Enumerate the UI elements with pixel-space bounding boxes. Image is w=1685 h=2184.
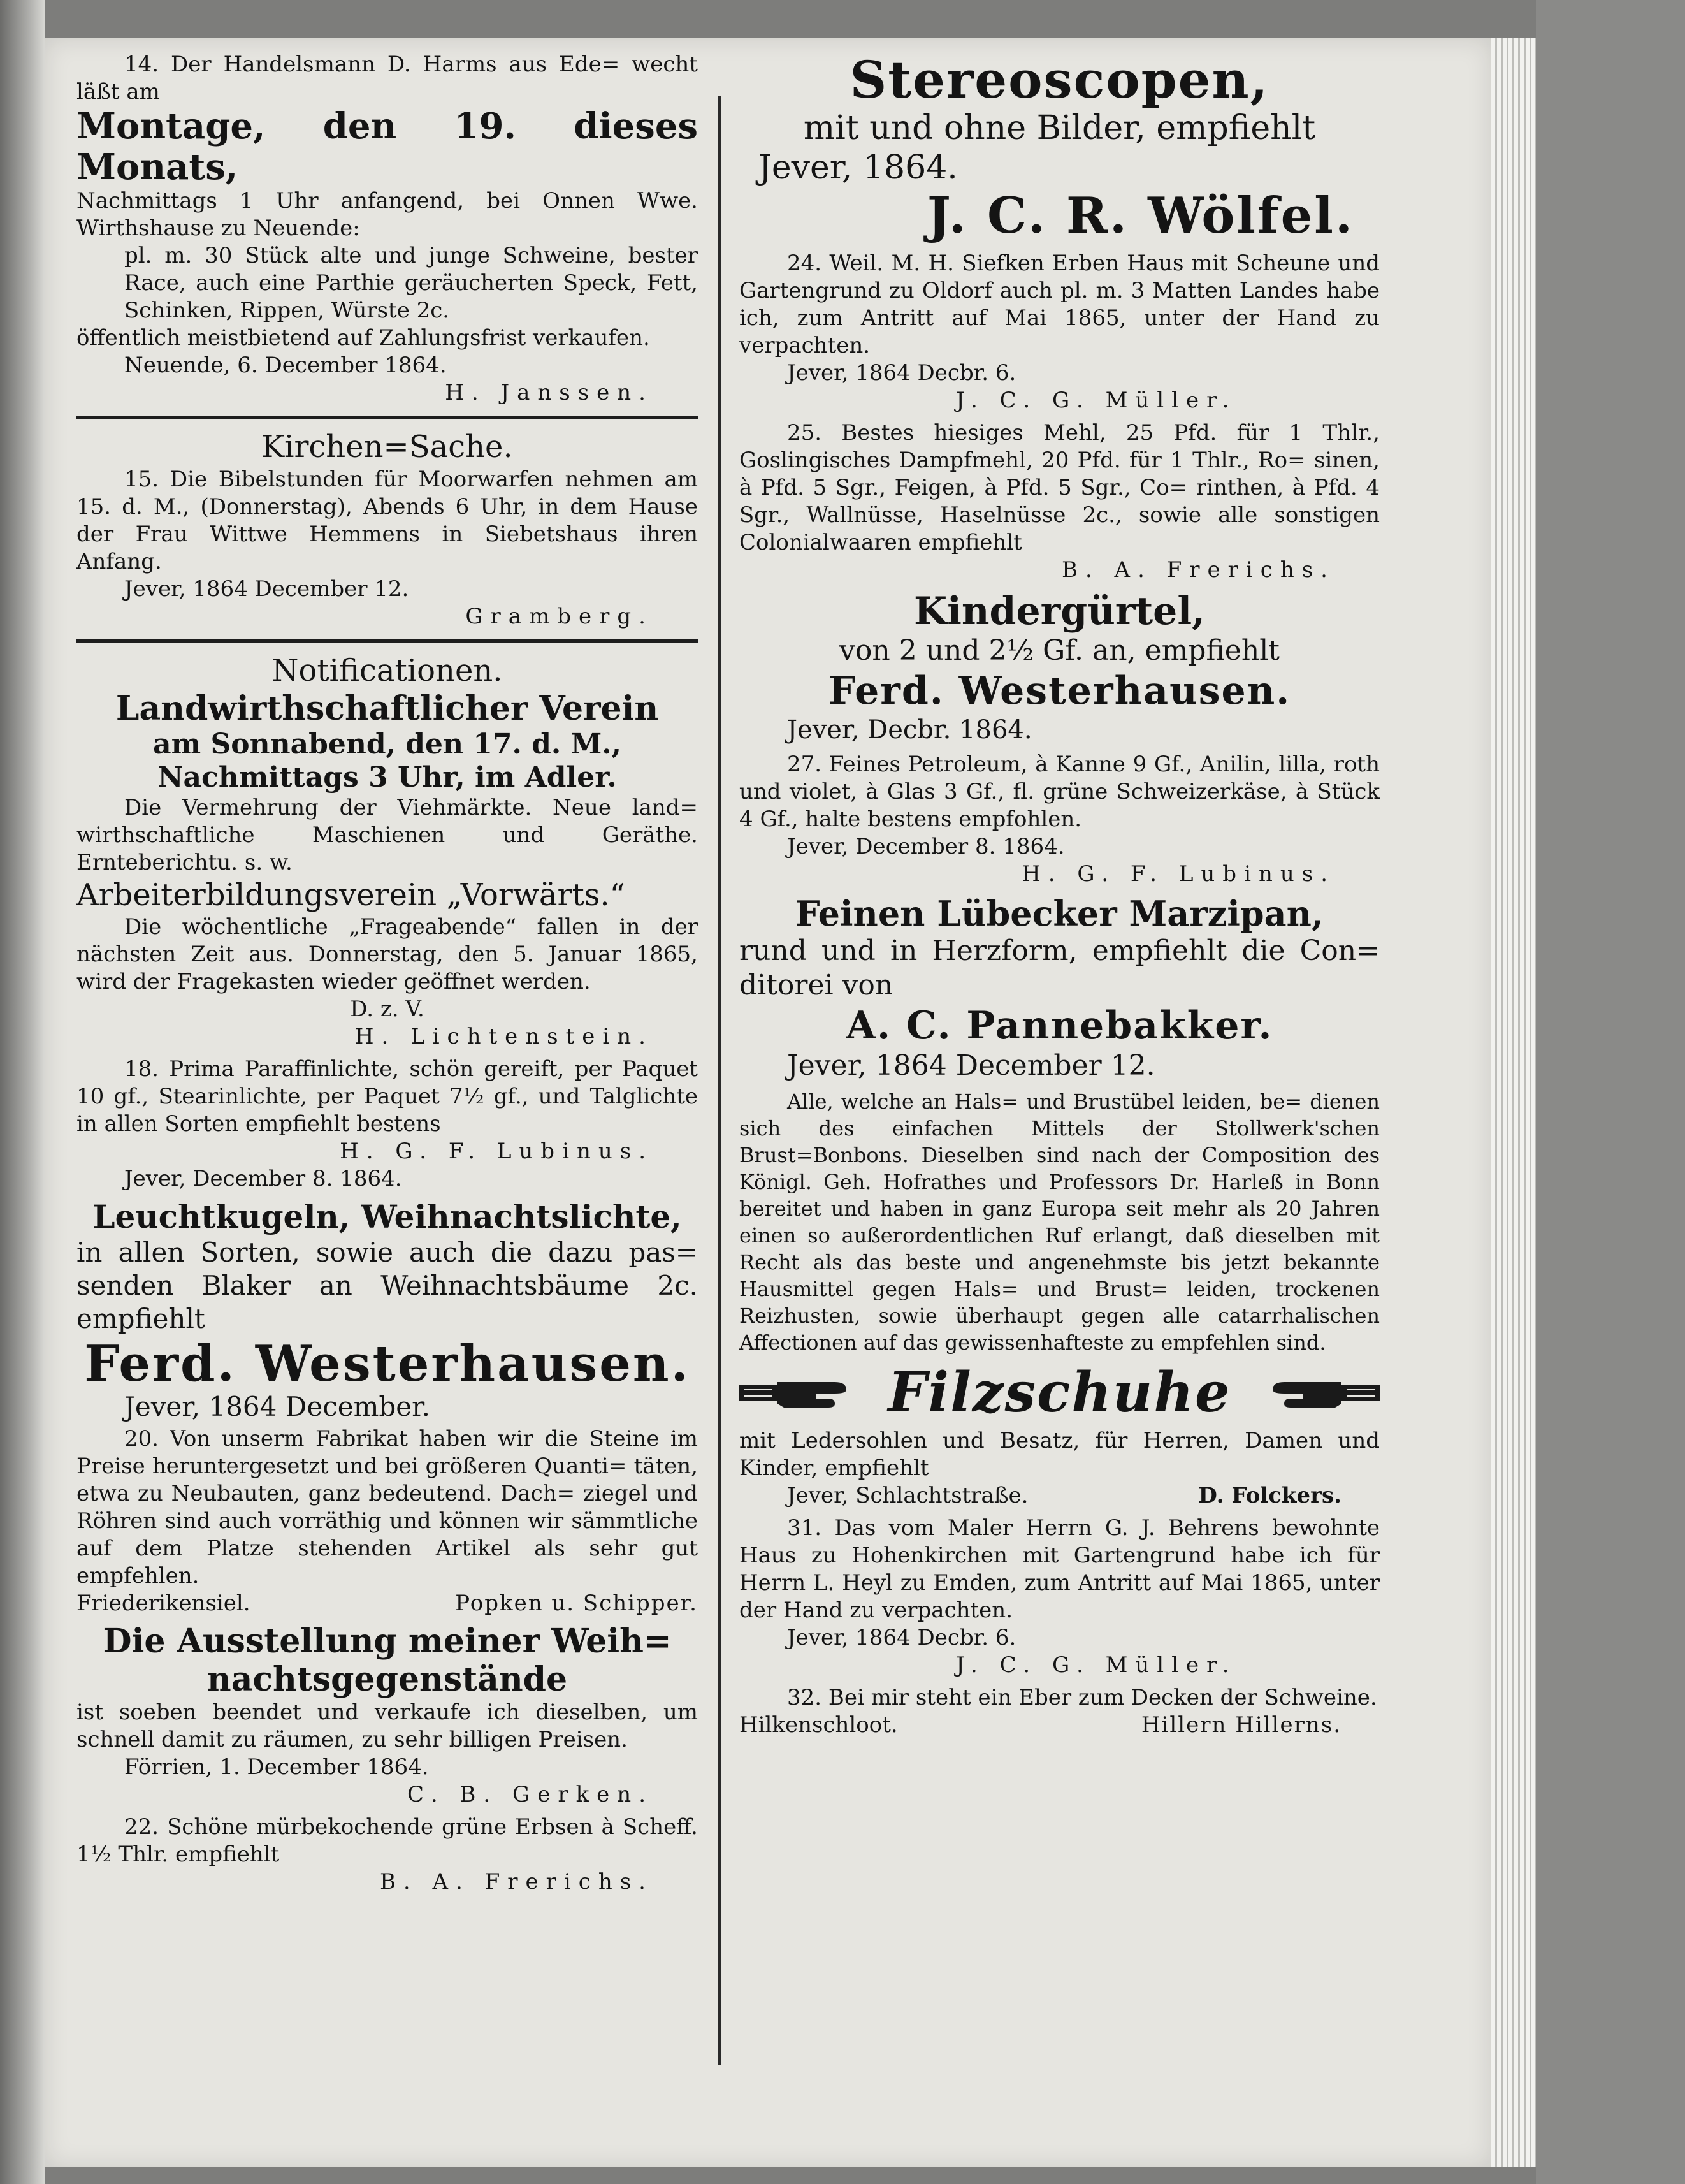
filz-body: mit Ledersohlen und Besatz, für Herren, Damen und Kinder, empfiehlt — [739, 1428, 1380, 1481]
notifications-heading: Notificationen. — [271, 653, 503, 688]
marzipan-ad — [739, 893, 1380, 1083]
leuchtkugeln-ad — [76, 1198, 698, 1420]
marzipan-title: Feinen Lübecker Marzipan, — [795, 893, 1324, 934]
ad-20-place: Friederikensiel. — [76, 1591, 250, 1616]
marzipan-firm: A. C. Pannebakker. — [846, 1003, 1273, 1048]
ad-31-body: 31. Das vom Maler Herrn G. J. Behrens bewohnte Haus zu Hohenkirchen mit Gartengrund habe ich für Herrn L. Heyl zu Emden, zum Antritt auf Mai 1865, unter der Hand zu verpachten. — [739, 1515, 1380, 1623]
ad-32-place: Hilkenschloot. — [739, 1712, 898, 1738]
arbeiter-sig2: H. Lichtenstein. — [354, 1024, 653, 1049]
stereo-date: Jever, 1864. — [758, 149, 958, 187]
ad-31 — [739, 1515, 1380, 1679]
ad-32-footer — [739, 1712, 1380, 1739]
left-column — [76, 51, 698, 1901]
ad-24-signature: J. C. G. Müller. — [956, 388, 1237, 413]
verein-time: Nachmittags 3 Uhr, im Adler. — [157, 761, 617, 794]
page-stack-edge — [1491, 38, 1536, 2167]
ad-20-signature: Popken u. Schipper. — [455, 1591, 698, 1616]
ausstellung-title-1: Die Ausstellung meiner Weih= — [103, 1622, 672, 1661]
ad-24-body: 24. Weil. M. H. Siefken Erben Haus mit Scheune und Gartengrund zu Oldorf auch pl. m. 3 Matten Landes habe ich, zum Antritt auf Mai 1865, unter der Hand zu verpachten. — [739, 251, 1380, 358]
stereo-firm: J. C. R. Wölfel. — [927, 187, 1354, 245]
ad-14 — [76, 51, 698, 407]
ad-27-signature: H. G. F. Lubinus. — [1022, 861, 1335, 887]
ad-20-body: 20. Von unserm Fabrikat haben wir die Steine im Preise heruntergesetzt und bei größeren Quanti= täten, etwa zu Neubauten, ganz bedeutend. Dach= ziegel und Röhren sind auch vorräthig und können wir sämmtliche auf dem Platze stehenden Artikel als sehr gut empfehlen. — [76, 1426, 698, 1589]
verein-body: Die Vermehrung der Viehmärkte. Neue land= wirthschaftliche Maschienen und Geräthe. Ernteberichtu. s. w. — [76, 795, 698, 875]
ad-24-date: Jever, 1864 Decbr. 6. — [787, 360, 1016, 386]
arbeiter-sig1: D. z. V. — [350, 996, 424, 1022]
filzschuhe-ad — [739, 1362, 1380, 1510]
stollwerk-ad — [739, 1088, 1380, 1356]
kirchen-heading: Kirchen=Sache. — [261, 429, 513, 465]
stereoscopen-ad — [739, 51, 1380, 245]
ad-14-signature: H. Janssen. — [445, 380, 653, 405]
kirchen-signature: Gramberg. — [465, 604, 653, 629]
ausstellung-date: Förrien, 1. December 1864. — [124, 1754, 429, 1780]
verein-title: Landwirthschaftlicher Verein — [115, 689, 659, 728]
marzipan-date: Jever, 1864 December 12. — [787, 1049, 1155, 1082]
ad-22-signature: B. A. Frerichs. — [379, 1869, 653, 1895]
ad-24 — [739, 250, 1380, 414]
ausstellung-ad — [76, 1622, 698, 1809]
pointing-hand-right-icon — [739, 1371, 854, 1415]
kinder-firm: Ferd. Westerhausen. — [828, 669, 1291, 713]
ausstellung-title-2: nachtsgegenstände — [206, 1660, 568, 1699]
scan-left-edge — [0, 0, 45, 2184]
filz-footer — [739, 1482, 1380, 1510]
ad-14-intro: 14. Der Handelsmann D. Harms aus Ede= wecht läßt am — [76, 52, 698, 105]
ad-25-body: 25. Bestes hiesiges Mehl, 25 Pfd. für 1 Thlr., Goslingisches Dampfmehl, 20 Pfd. für 1 Thlr., Ro= sinen, à Pfd. 5 Sgr., Feigen, à Pfd. 5 Sgr., Co= rinthen, à Pfd. 4 Sgr., Wallnüsse, Haselnüsse 2c., sowie alle sonstigen Colonialwaaren empfiehlt — [739, 420, 1380, 555]
ad-18-date: Jever, December 8. 1864. — [124, 1166, 402, 1191]
stereo-subtitle: mit und ohne Bilder, empfiehlt — [803, 109, 1316, 147]
verein-date: am Sonnabend, den 17. d. M., — [153, 728, 621, 761]
filz-header — [739, 1362, 1380, 1423]
ad-18-body: 18. Prima Paraffinlichte, schön gereift, per Paquet 10 gf., Stearinlichte, per Paquet 7½ gf., und Talglichte in allen Sorten empfiehlt bestens — [76, 1056, 698, 1137]
ad-27-body: 27. Feines Petroleum, à Kanne 9 Gf., Anilin, lilla, roth und violet, à Glas 3 Gf., fl. grüne Schweizerkäse, à Stück 4 Gf., halte bestens empfohlen. — [739, 752, 1380, 832]
kinder-date: Jever, Decbr. 1864. — [787, 715, 1032, 745]
stereo-title: Stereoscopen, — [850, 50, 1269, 110]
leuchtkugeln-firm: Ferd. Westerhausen. — [84, 1335, 690, 1393]
pointing-hand-left-icon — [1265, 1371, 1380, 1415]
ad-22-body: 22. Schöne mürbekochende grüne Erbsen à Scheff. 1½ Thlr. empfiehlt — [76, 1814, 698, 1867]
ad-32 — [739, 1684, 1380, 1739]
kinder-subtitle: von 2 und 2½ Gf. an, empfiehlt — [839, 634, 1280, 667]
kirchen-date: Jever, 1864 December 12. — [124, 576, 409, 602]
ad-25 — [739, 419, 1380, 584]
ad-14-closing: öffentlich meistbietend auf Zahlungsfrist verkaufen. — [76, 325, 650, 351]
filz-title: Filzschuhe — [888, 1360, 1231, 1425]
ad-32-signature: Hillern Hillerns. — [1141, 1712, 1341, 1738]
ausstellung-body: ist soeben beendet und verkaufe ich dieselben, um schnell damit zu räumen, zu sehr billigen Preisen. — [76, 1700, 698, 1752]
column-divider — [718, 96, 721, 2065]
ad-14-headline: Montage, den 19. dieses Monats, — [76, 105, 698, 188]
stollwerk-body: Alle, welche an Hals= und Brustübel leiden, be= dienen sich des einfachen Mittels der Stollwerk'schen Brust=Bonbons. Dieselben sind nach der Composition des Königl. Geh. Hofrathes und Professors Dr. Harleß in Bonn bereitet und haben in ganz Europa seit mehr als 20 Jahren einen so außerordentlichen Ruf erlangt, daß dieselben mit Recht als das beste und angenehmste bis jetzt bekannte Hausmittel gegen Hals= und Brust= leiden, trockenen Reizhusten, sowie überhaupt gegen alle catarrhalischen Affectionen auf das gewissenhafteste zu empfehlen sind. — [739, 1089, 1380, 1355]
leuchtkugeln-date: Jever, 1864 December. — [124, 1391, 430, 1422]
kindergurtel-ad — [739, 589, 1380, 746]
marzipan-body: rund und in Herzform, empfiehlt die Con= ditorei von — [739, 935, 1380, 1001]
leuchtkugeln-title: Leuchtkugeln, Weihnachtslichte, — [92, 1198, 682, 1235]
filz-signature: D. Folckers. — [1198, 1483, 1341, 1508]
kirchen-sache — [76, 428, 698, 630]
ad-32-body: 32. Bei mir steht ein Eber zum Decken der Schweine. — [787, 1685, 1377, 1710]
kinder-title: Kindergürtel, — [913, 589, 1206, 634]
kirchen-body: 15. Die Bibelstunden für Moorwarfen nehmen am 15. d. M., (Donnerstag), Abends 6 Uhr, in dem Hause der Frau Wittwe Hemmens in Siebetshaus ihren Anfang. — [76, 467, 698, 574]
ad-25-signature: B. A. Frerichs. — [1061, 557, 1335, 583]
ad-20 — [76, 1425, 698, 1617]
section-rule — [76, 416, 698, 419]
ad-18 — [76, 1056, 698, 1193]
ad-27 — [739, 751, 1380, 888]
ad-20-footer — [76, 1590, 698, 1617]
right-column — [739, 51, 1380, 1744]
leuchtkugeln-body: in allen Sorten, sowie auch die dazu pas= senden Blaker an Weihnachtsbäume 2c. empfiehlt — [76, 1237, 698, 1334]
ad-31-signature: J. C. G. Müller. — [956, 1652, 1237, 1678]
section-rule — [76, 639, 698, 643]
ausstellung-signature: C. B. Gerken. — [407, 1782, 653, 1807]
ad-27-date: Jever, December 8. 1864. — [787, 834, 1065, 859]
arbeiter-body: Die wöchentliche „Frageabende“ fallen in der nächsten Zeit aus. Donnerstag, den 5. Januar 1865, wird der Fragekasten wieder geöffnet werden. — [76, 914, 698, 994]
ad-31-date: Jever, 1864 Decbr. 6. — [787, 1625, 1016, 1650]
ad-22 — [76, 1814, 698, 1896]
ad-14-items: pl. m. 30 Stück alte und junge Schweine, bester Race, auch eine Parthie geräucherten Speck, Fett, Schinken, Rippen, Würste 2c. — [124, 243, 698, 323]
scan-background — [1536, 0, 1685, 2184]
filz-place: Jever, Schlachtstraße. — [787, 1483, 1029, 1508]
ad-14-date: Neuende, 6. December 1864. — [124, 353, 447, 378]
ad-18-signature: H. G. F. Lubinus. — [340, 1139, 653, 1164]
arbeiter-title: Arbeiterbildungsverein „Vorwärts.“ — [76, 877, 626, 913]
notifications — [76, 652, 698, 1051]
ad-14-body: Nachmittags 1 Uhr anfangend, bei Onnen Wwe. Wirthshause zu Neuende: — [76, 188, 698, 241]
